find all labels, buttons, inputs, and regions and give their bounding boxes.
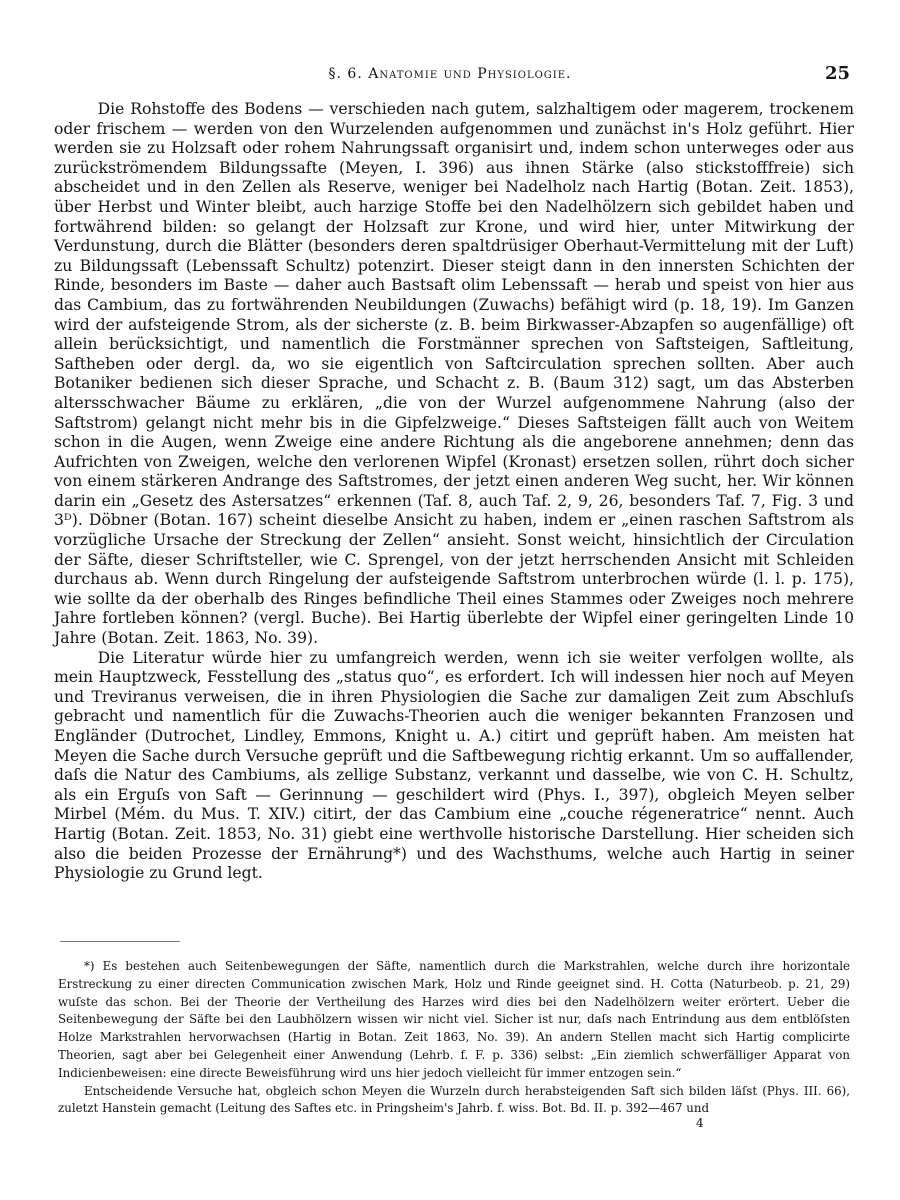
main-text <box>54 100 854 884</box>
page-header <box>0 62 900 92</box>
signature-mark: 4 <box>696 1116 704 1130</box>
paragraph-1: Die Rohstoffe des Bodens — verschieden nach gutem, salzhaltigem oder magerem, trockenem oder frischem — werden von den Wurzelenden aufgenommen und zunächst in's Holz geführt. Hier werden sie zu Holzsaft oder rohem Nahrungssaft organisirt und, indem schon unterweges oder aus zurückströmendem Bildungssafte (Meyen, I. 396) aus ihnen Stärke (also stickstofffreie) sich abscheidet und in den Zellen als Reserve, weniger bei Nadelholz nach Hartig (Botan. Zeit. 1853), über Herbst und Winter bleibt, auch harzige Stoffe bei den Nadelhölzern sich gebildet haben und fortwährend bilden: so gelangt der Holzsaft zur Krone, und wird hier, unter Mitwirkung der Verdunstung, durch die Blätter (besonders deren spaltdrüsiger Oberhaut-Vermittelung mit der Luft) zu Bildungssaft (Lebenssaft Schultz) potenzirt. Dieser steigt dann in den innersten Schichten der Rinde, besonders im Baste — daher auch Bastsaft olim Lebenssaft — herab und speist von hier aus das Cambium, das zu fortwährenden Neubildungen (Zuwachs) befähigt wird (p. 18, 19). Im Ganzen wird der aufsteigende Strom, als der sicherste (z. B. beim Birkwasser-Abzapfen so augenfällige) oft allein berücksichtigt, und namentlich die Forstmänner sprechen von Saftsteigen, Saftleitung, Saftheben oder dergl. da, wo sie eigentlich von Saftcirculation sprechen sollten. Aber auch Botaniker bedienen sich dieser Sprache, und Schacht z. B. (Baum 312) sagt, um das Absterben altersschwacher Bäume zu erklären, „die von der Wurzel aufgenommene Nahrung (also der Saftstrom) gelangt nicht mehr bis in die Gipfelzweige.“ Dieses Saftsteigen fällt auch von Weitem schon in die Augen, wenn Zweige eine andere Richtung als die angeborene annehmen; denn das Aufrichten von Zweigen, welche den verlorenen Wipfel (Kronast) ersetzen sollen, rührt doch sicher von einem stärkeren Andrange des Saftstromes, der jetzt einen anderen Weg sucht, her. Wir können darin ein „Gesetz des Astersatzes“ erkennen (Taf. 8, auch Taf. 2, 9, 26, besonders Taf. 7, Fig. 3 und 3ᴰ). Döbner (Botan. 167) scheint dieselbe Ansicht zu haben, indem er „einen raschen Saftstrom als vorzügliche Ursache der Streckung der Zellen“ ansieht. Sonst weicht, hinsichtlich der Circulation der Säfte, dieser Schriftsteller, wie C. Sprengel, von der jetzt herrschenden Ansicht mit Schleiden durchaus ab. Wenn durch Ringelung der aufsteigende Saftstrom unterbrochen würde (l. l. p. 175), wie sollte da der oberhalb des Ringes befindliche Theil eines Stammes oder Zweiges noch mehrere Jahre fortleben können? (vergl. Buche). Bei Hartig überlebte der Wipfel einer geringelten Linde 10 Jahre (Botan. Zeit. 1863, No. 39). <box>54 100 854 648</box>
page-number: 25 <box>824 63 850 84</box>
footnote-2: Entscheidende Versuche hat, obgleich schon Meyen die Wurzeln durch herabsteigenden Saft sich bilden läſst (Phys. III. 66), zuletzt Hanstein gemacht (Leitung des Saftes etc. in Pringsheim's Jahrb. f. wiss. Bot. Bd. II. p. 392—467 und <box>58 1083 850 1116</box>
footnote-1: *) Es bestehen auch Seitenbewegungen der Säfte, namentlich durch die Markstrahlen, welche durch ihre horizontale Erstreckung zu einer directen Communication zwischen Mark, Holz und Rinde geeignet sind. H. Cotta (Naturbeob. p. 21, 29) wuſste das schon. Bei der Theorie der Vertheilung des Harzes wird dies bei den Nadelhölzern weiter erörtert. Ueber die Seitenbewegung der Säfte bei den Laubhölzern wissen wir nicht viel. Sicher ist nur, daſs nach Entrindung aus dem entblöſsten Holze Markstrahlen hervorwachsen (Hartig in Botan. Zeit 1863, No. 39). An andern Stellen macht sich Hartig complicirte Theorien, sagt aber bei Gelegenheit einer Anwendung (Lehrb. f. F. p. 336) selbst: „Ein ziemlich schwerfälliger Apparat von Indicienbeweisen: eine directe Beweisführung wird uns hier jedoch vielleicht für immer entzogen sein.“ <box>58 959 850 1080</box>
running-head: §. 6. Anatomie und Physiologie. <box>328 66 572 82</box>
footnotes <box>58 958 850 1118</box>
footnote-separator <box>60 941 180 942</box>
paragraph-2: Die Literatur würde hier zu umfangreich werden, wenn ich sie weiter verfolgen wollte, als mein Hauptzweck, Fesstellung des „status quo“, es erfordert. Ich will indessen hier noch auf Meyen und Treviranus verweisen, die in ihren Physiologien die Sache zur damaligen Zeit zum Abschluſs gebracht und namentlich für die Zuwachs-Theorien auch die weniger bekannten Franzosen und Engländer (Dutrochet, Lindley, Emmons, Knight u. A.) citirt und geprüft haben. Am meisten hat Meyen die Sache durch Versuche geprüft und die Saftbewegung richtig erkannt. Um so auffallender, daſs die Natur des Cambiums, als zellige Substanz, verkannt und dasselbe, wie von C. H. Schultz, als ein Erguſs von Saft — Gerinnung — geschildert wird (Phys. I., 397), obgleich Meyen selber Mirbel (Mém. du Mus. T. XIV.) citirt, der das Cambium eine „couche régeneratrice“ nennt. Auch Hartig (Botan. Zeit. 1853, No. 31) giebt eine werthvolle historische Darstellung. Hier scheiden sich also die beiden Prozesse der Ernährung*) und des Wachsthums, welche auch Hartig in seiner Physiologie zu Grund legt. <box>54 648 854 883</box>
